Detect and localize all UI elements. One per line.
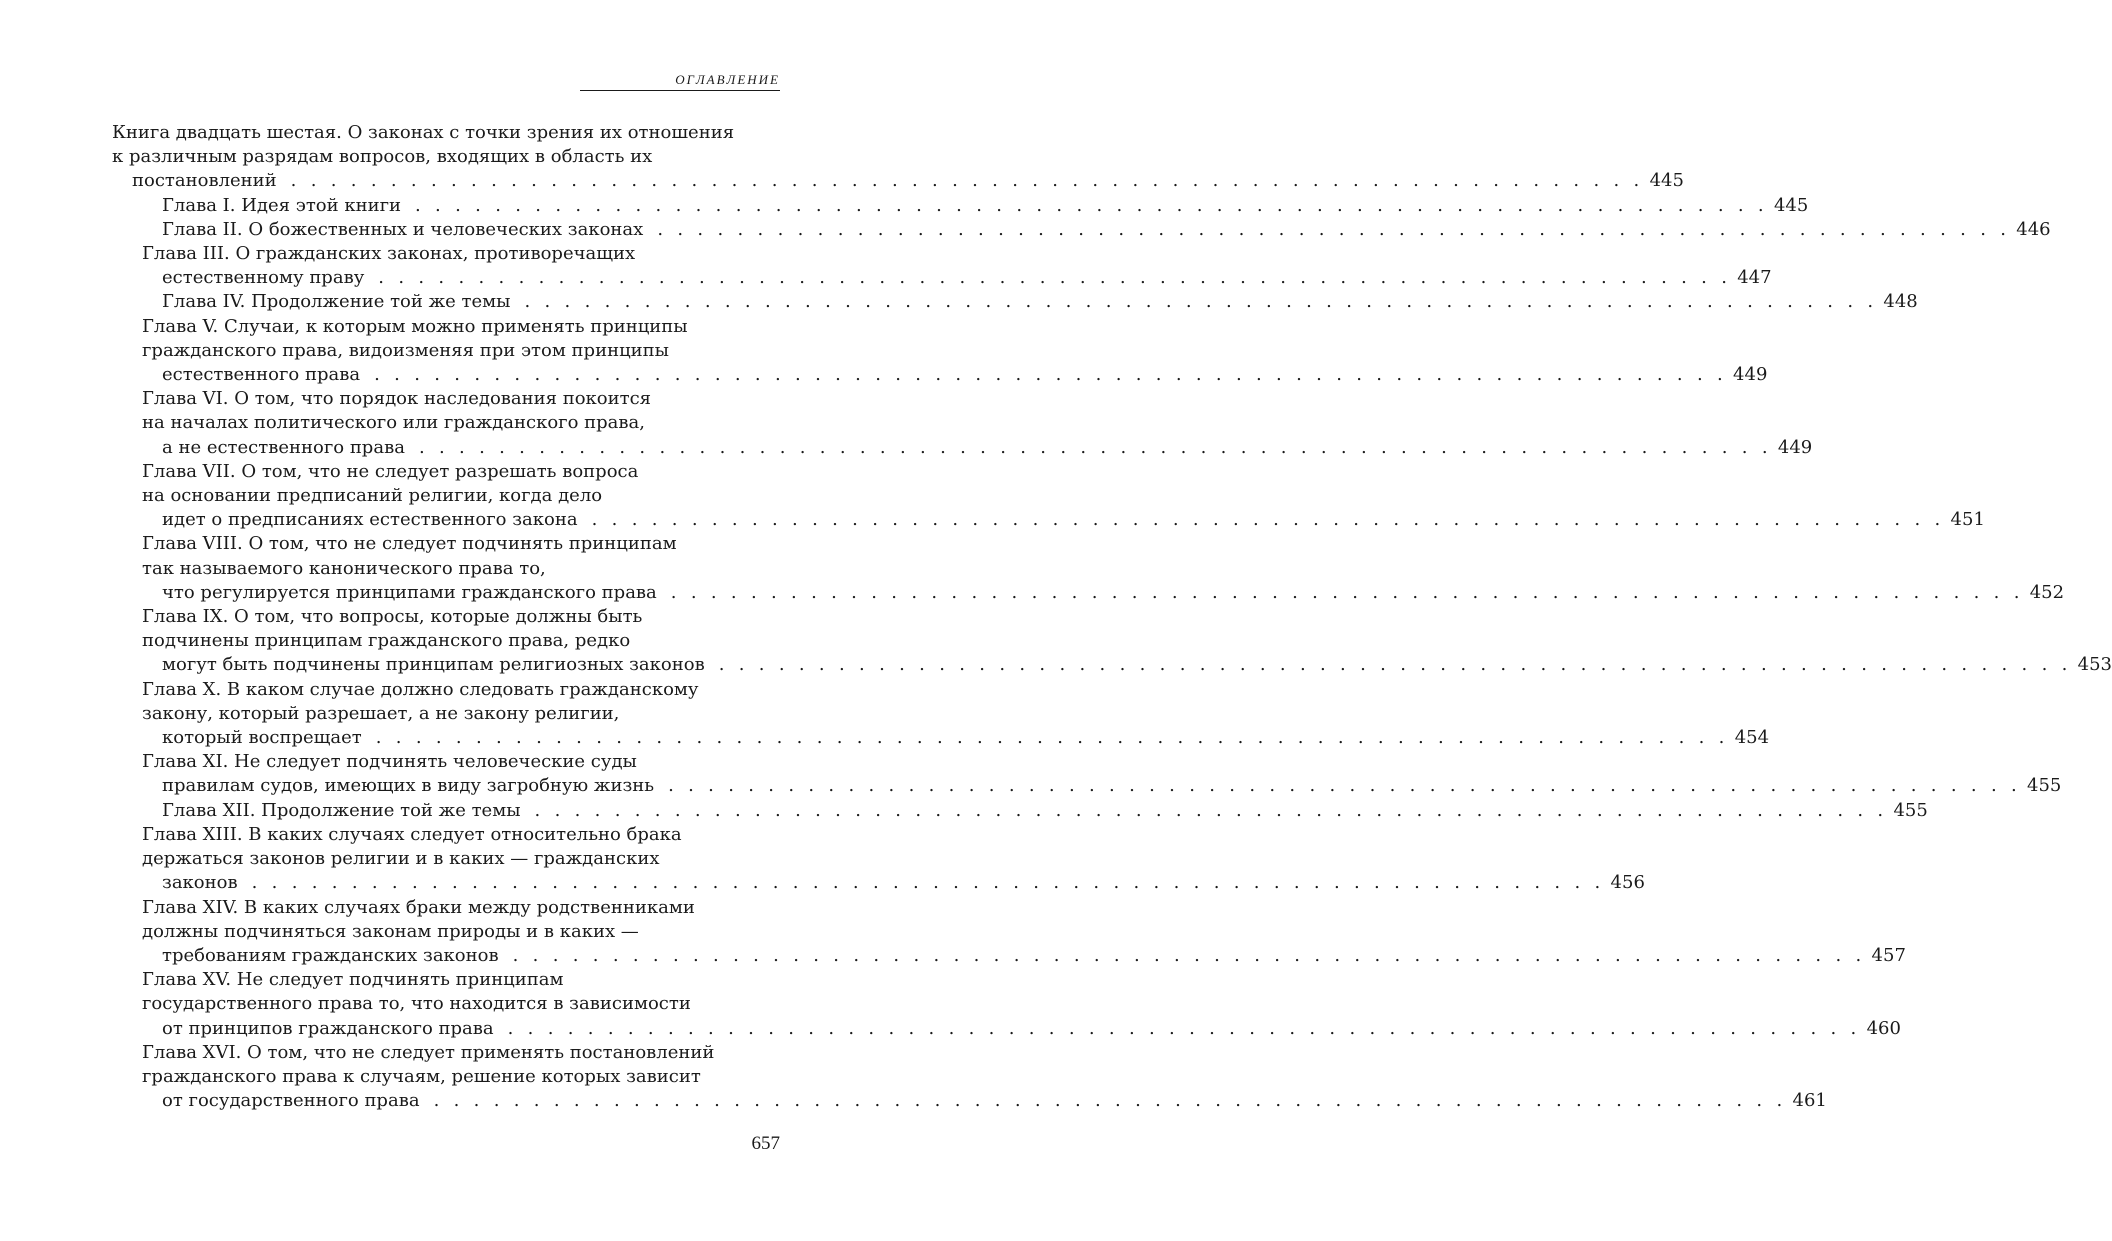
- toc-entry-line: на началах политического или гражданского права,: [142, 412, 645, 434]
- toc-entry-line: гражданского права, видоизменяя при этом принципы: [142, 339, 669, 361]
- toc-entry-chapter[interactable]: [142, 387, 1813, 460]
- toc-entry-leader-line: [162, 436, 1813, 460]
- toc-entry-title-end: Глава IV. Продолжение той же темы: [162, 291, 511, 313]
- toc-entry-leader-line: [162, 508, 1985, 532]
- toc-entry-title-end: что регулируется принципами гражданского права: [162, 581, 657, 603]
- toc-entry-chapter[interactable]: [142, 750, 2062, 798]
- toc-entry-title-end: естественному праву: [162, 267, 365, 289]
- dot-leader: . . . . . . . . . . . . . . . . . . . . . . . . . . . . . . . . . . . . . . . . . . . . . . . . . . . . . . . . . . . . . . . . . . . .: [374, 364, 1728, 386]
- dot-leader: . . . . . . . . . . . . . . . . . . . . . . . . . . . . . . . . . . . . . . . . . . . . . . . . . . . . . . . . . . . . . . . . . . . .: [290, 170, 1644, 192]
- toc-page-number: 446: [2016, 218, 2051, 240]
- toc-entry-book[interactable]: [112, 121, 1684, 194]
- toc-entry-leader-line: [162, 944, 1906, 968]
- toc-entry-line: держаться законов религии и в каких — гражданских: [142, 848, 660, 870]
- toc-entry-title-end: Глава I. Идея этой книги: [162, 194, 402, 216]
- toc-page-number: 455: [1893, 799, 1928, 821]
- toc-entry-leader-line: [162, 726, 1770, 750]
- toc-entry-leader-line: [162, 363, 1768, 387]
- toc-entry-title-end: Глава II. О божественных и человеческих законах: [162, 218, 644, 240]
- toc-entry-line: Глава XVI. О том, что не следует применять постановлений: [142, 1041, 715, 1063]
- toc-entry-chapter[interactable]: [142, 678, 1770, 751]
- toc-entry-leader-line: [162, 1089, 1827, 1113]
- toc-entry-title-end: постановлений: [132, 170, 277, 192]
- toc-entry-chapter[interactable]: [142, 1041, 1827, 1114]
- toc-entry-line: на основании предписаний религии, когда дело: [142, 485, 603, 507]
- toc-page-number: 457: [1871, 944, 1906, 966]
- toc-entry-chapter[interactable]: [142, 460, 1985, 533]
- dot-leader: . . . . . . . . . . . . . . . . . . . . . . . . . . . . . . . . . . . . . . . . . . . . . . . . . . . . . . . . . . . . . . . . . . . .: [512, 944, 1866, 966]
- dot-leader: . . . . . . . . . . . . . . . . . . . . . . . . . . . . . . . . . . . . . . . . . . . . . . . . . . . . . . . . . . . . . . . . . . . .: [418, 436, 1772, 458]
- toc-entry-line: Глава VIII. О том, что не следует подчинять принципам: [142, 533, 677, 555]
- toc-entry-line: Глава VII. О том, что не следует разрешать вопроса: [142, 460, 639, 482]
- toc-entry-chapter[interactable]: [142, 605, 2112, 678]
- toc-entry-line: к различным разрядам вопросов, входящих в область их: [112, 146, 653, 168]
- toc-entry-chapter[interactable]: [142, 968, 1901, 1041]
- toc-page-number: 461: [1792, 1090, 1827, 1112]
- toc-entry-line: Книга двадцать шестая. О законах с точки зрения их отношения: [112, 122, 735, 143]
- toc-entry-leader-line: [162, 581, 2065, 605]
- dot-leader: . . . . . . . . . . . . . . . . . . . . . . . . . . . . . . . . . . . . . . . . . . . . . . . . . . . . . . . . . . . . . . . . . . . .: [718, 654, 2072, 676]
- toc-entry-line: Глава XIII. В каких случаях следует относительно брака: [142, 823, 682, 845]
- toc-page-number: 447: [1737, 267, 1772, 289]
- toc-entry-title-end: от государственного права: [162, 1090, 420, 1112]
- dot-leader: . . . . . . . . . . . . . . . . . . . . . . . . . . . . . . . . . . . . . . . . . . . . . . . . . . . . . . . . . . . . . . . . . . . .: [415, 194, 1768, 216]
- toc-entry-line: Глава XI. Не следует подчинять человеческие суды: [142, 751, 637, 773]
- toc-entry-chapter[interactable]: [142, 823, 1645, 896]
- toc-entry-title-end: естественного права: [162, 364, 361, 386]
- toc-page-number: 454: [1734, 727, 1770, 749]
- toc-entry-chapter[interactable]: [142, 799, 1928, 823]
- toc-entry-line: Глава VI. О том, что порядок наследования покоится: [142, 388, 652, 410]
- toc-entry-chapter[interactable]: [142, 896, 1906, 969]
- dot-leader: . . . . . . . . . . . . . . . . . . . . . . . . . . . . . . . . . . . . . . . . . . . . . . . . . . . . . . . . . . . . . . . . . . . .: [375, 727, 1729, 749]
- toc-entry-leader-line: [162, 799, 1928, 823]
- toc-entry-line: Глава V. Случаи, к которым можно применять принципы: [142, 315, 688, 337]
- page-number: 657: [751, 1133, 780, 1154]
- toc-entry-chapter[interactable]: [142, 315, 1768, 388]
- dot-leader: . . . . . . . . . . . . . . . . . . . . . . . . . . . . . . . . . . . . . . . . . . . . . . . . . . . . . . . . . . . . . . . . . . . .: [524, 291, 1878, 313]
- toc-entry-chapter[interactable]: [142, 194, 1809, 218]
- toc-entry-line: так называемого канонического права то,: [142, 557, 546, 579]
- toc-entry-title-end: правилам судов, имеющих в виду загробную жизнь: [162, 775, 655, 797]
- toc-entry-leader-line: [162, 290, 1918, 314]
- dot-leader: . . . . . . . . . . . . . . . . . . . . . . . . . . . . . . . . . . . . . . . . . . . . . . . . . . . . . . . . . . . . . . . . . . . .: [668, 775, 2022, 797]
- running-head: ОГЛАВЛЕНИЕ: [580, 72, 780, 91]
- dot-leader: . . . . . . . . . . . . . . . . . . . . . . . . . . . . . . . . . . . . . . . . . . . . . . . . . . . . . . . . . . . . . . . . . . . .: [251, 872, 1605, 894]
- toc-page-number: 449: [1733, 364, 1768, 386]
- dot-leader: . . . . . . . . . . . . . . . . . . . . . . . . . . . . . . . . . . . . . . . . . . . . . . . . . . . . . . . . . . . . . . . . . . . .: [378, 267, 1732, 289]
- toc-entry-line: Глава IX. О том, что вопросы, которые должны быть: [142, 606, 643, 628]
- toc-page-number: 448: [1883, 291, 1918, 313]
- toc-entry-leader-line: [162, 194, 1809, 218]
- toc-entry-line: Глава XV. Не следует подчинять принципам: [142, 969, 564, 991]
- toc-page-number: 455: [2027, 775, 2062, 797]
- toc-entry-title-end: а не естественного права: [162, 436, 405, 458]
- toc-entry-line: Глава XIV. В каких случаях браки между родственниками: [142, 896, 695, 918]
- toc-entry-chapter[interactable]: [142, 290, 1918, 314]
- toc-entry-leader-line: [162, 1017, 1901, 1041]
- toc-entry-leader-line: [162, 871, 1645, 895]
- toc-entry-chapter[interactable]: [142, 242, 1772, 290]
- toc-entry-leader-line: [132, 169, 1684, 193]
- toc-page-number: 451: [1950, 509, 1985, 531]
- toc-page-number: 456: [1610, 872, 1645, 894]
- toc-entry-chapter[interactable]: [142, 218, 2051, 242]
- dot-leader: . . . . . . . . . . . . . . . . . . . . . . . . . . . . . . . . . . . . . . . . . . . . . . . . . . . . . . . . . . . . . . . . . . . .: [534, 799, 1888, 821]
- toc-entry-title-end: Глава XII. Продолжение той же темы: [162, 799, 521, 821]
- toc-entry-leader-line: [162, 266, 1772, 290]
- toc-page-number: 445: [1773, 194, 1809, 216]
- toc-entry-title-end: требованиям гражданских законов: [162, 944, 499, 966]
- toc-entry-leader-line: [162, 774, 2062, 798]
- toc-entry-title-end: могут быть подчинены принципам религиозных законов: [162, 654, 705, 676]
- toc-entry-line: Глава III. О гражданских законах, противоречащих: [142, 243, 636, 265]
- dot-leader: . . . . . . . . . . . . . . . . . . . . . . . . . . . . . . . . . . . . . . . . . . . . . . . . . . . . . . . . . . . . . . . . . . . .: [591, 509, 1945, 531]
- toc-entry-leader-line: [162, 653, 2112, 677]
- toc-page-number: 449: [1777, 436, 1813, 458]
- dot-leader: . . . . . . . . . . . . . . . . . . . . . . . . . . . . . . . . . . . . . . . . . . . . . . . . . . . . . . . . . . . . . . . . . . . .: [670, 581, 2024, 603]
- toc-page-number: 452: [2029, 581, 2065, 603]
- toc-entry-line: закону, который разрешает, а не закону религии,: [142, 702, 620, 724]
- toc-page-number: 460: [1866, 1017, 1901, 1039]
- toc-entry-line: должны подчиняться законам природы и в каких —: [142, 920, 639, 942]
- toc-entry-title-end: законов: [162, 872, 238, 894]
- toc-entry-line: гражданского права к случаям, решение которых зависит: [142, 1065, 701, 1087]
- toc-entry-line: государственного права то, что находится в зависимости: [142, 993, 691, 1015]
- toc-entry-line: Глава X. В каком случае должно следовать гражданскому: [142, 678, 699, 700]
- table-of-contents: [112, 121, 2112, 1113]
- dot-leader: . . . . . . . . . . . . . . . . . . . . . . . . . . . . . . . . . . . . . . . . . . . . . . . . . . . . . . . . . . . . . . . . . . . .: [433, 1090, 1787, 1112]
- toc-entry-leader-line: [162, 218, 2051, 242]
- toc-entry-title-end: от принципов гражданского права: [162, 1017, 494, 1039]
- toc-page-number: 453: [2077, 654, 2112, 676]
- toc-page-number: 445: [1649, 170, 1684, 192]
- toc-entry-title-end: идет о предписаниях естественного закона: [162, 509, 578, 531]
- toc-entry-line: подчинены принципам гражданского права, редко: [142, 630, 631, 652]
- dot-leader: . . . . . . . . . . . . . . . . . . . . . . . . . . . . . . . . . . . . . . . . . . . . . . . . . . . . . . . . . . . . . . . . . . . .: [507, 1017, 1861, 1039]
- toc-entry-title-end: который воспрещает: [162, 727, 362, 749]
- dot-leader: . . . . . . . . . . . . . . . . . . . . . . . . . . . . . . . . . . . . . . . . . . . . . . . . . . . . . . . . . . . . . . . . . . . .: [657, 218, 2011, 240]
- toc-entry-chapter[interactable]: [142, 532, 2065, 605]
